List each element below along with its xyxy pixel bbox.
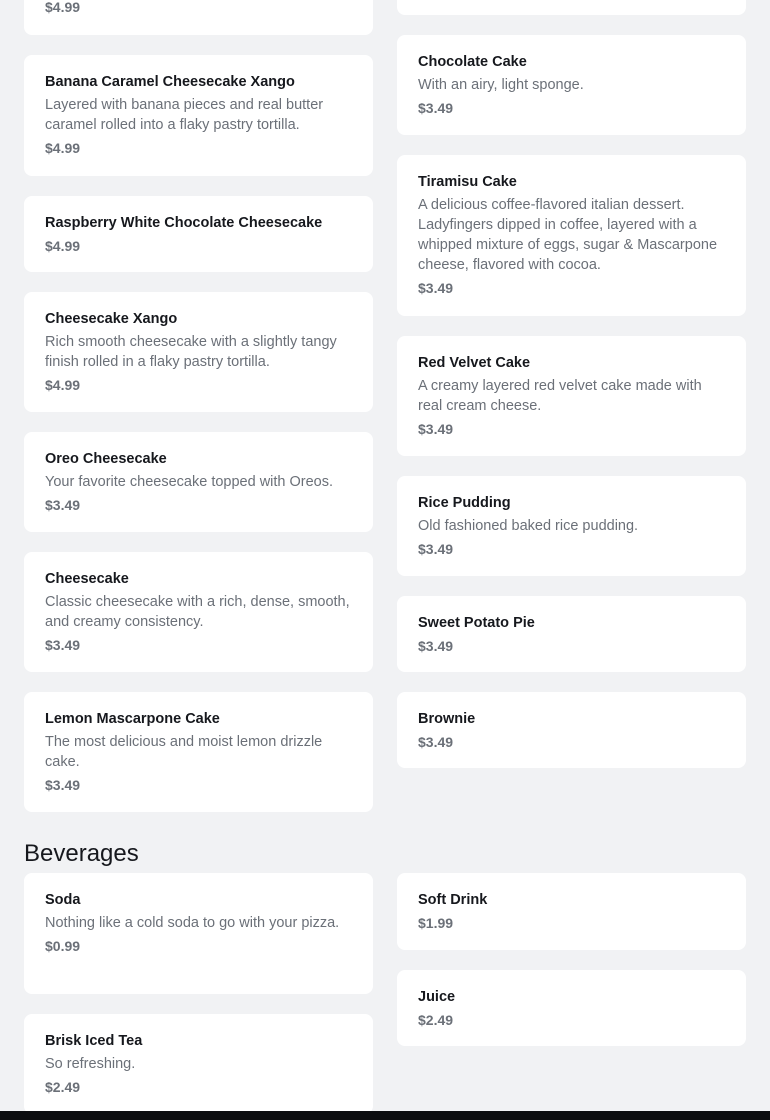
item-price: $3.49 xyxy=(418,100,454,116)
section-title-beverages: Beverages xyxy=(24,840,139,867)
item-price: $2.49 xyxy=(418,1012,454,1028)
item-name: Banana Caramel Cheesecake Xango xyxy=(45,74,295,90)
item-price: $3.49 xyxy=(418,280,454,296)
menu-item-chocolate-cake[interactable] xyxy=(397,35,746,135)
item-description: Classic cheesecake with a rich, dense, smooth, and creamy consistency. xyxy=(45,594,350,630)
item-name: Tiramisu Cake xyxy=(418,174,517,190)
menu-item-oreo-cheesecake[interactable] xyxy=(24,432,373,532)
item-price: $2.49 xyxy=(45,1079,81,1095)
item-description: A delicious coffee-flavored italian dessert. Ladyfingers dipped in coffee, layered with a whipped mixture of eggs, sugar & Mascarpone cheese, flavored with cocoa. xyxy=(418,197,718,273)
item-price: $3.49 xyxy=(418,734,454,750)
menu-item-soda[interactable] xyxy=(24,873,373,994)
item-description: Your favorite cheesecake topped with Oreos. xyxy=(45,474,334,490)
item-price: $3.49 xyxy=(418,638,454,654)
menu-item-sweet-potato-pie[interactable] xyxy=(397,596,746,672)
menu-item-card-partial[interactable] xyxy=(24,0,373,35)
menu-item-banana-caramel-cheesecake-xango[interactable] xyxy=(24,55,373,176)
item-name: Soft Drink xyxy=(418,892,488,908)
item-description: Old fashioned baked rice pudding. xyxy=(418,518,639,534)
item-name: Sweet Potato Pie xyxy=(418,615,535,631)
menu-item-lemon-mascarpone-cake[interactable] xyxy=(24,692,373,812)
item-name: Raspberry White Chocolate Cheesecake xyxy=(45,215,323,231)
item-description: So refreshing. xyxy=(45,1056,136,1072)
item-name: Lemon Mascarpone Cake xyxy=(45,711,220,727)
item-description: With an airy, light sponge. xyxy=(418,77,584,93)
item-name: Chocolate Cake xyxy=(418,54,527,70)
menu-item-brownie[interactable] xyxy=(397,692,746,768)
item-name: Brisk Iced Tea xyxy=(45,1033,143,1049)
menu-item-tiramisu-cake[interactable] xyxy=(397,155,746,316)
item-description: The most delicious and moist lemon drizzle cake. xyxy=(45,734,323,770)
item-name: Red Velvet Cake xyxy=(418,355,531,371)
item-name: Cheesecake Xango xyxy=(45,311,178,327)
item-price: $3.49 xyxy=(418,421,454,437)
item-name: Brownie xyxy=(418,711,476,727)
item-price: $3.49 xyxy=(45,777,81,793)
item-name: Rice Pudding xyxy=(418,495,511,511)
item-price: $0.99 xyxy=(45,938,81,954)
item-name: Juice xyxy=(418,989,456,1005)
menu-item-juice[interactable] xyxy=(397,970,746,1046)
item-price: $3.49 xyxy=(45,637,81,653)
bottom-bar xyxy=(0,1111,770,1120)
item-price: $4.99 xyxy=(45,377,81,393)
item-description: A creamy layered red velvet cake made with real cream cheese. xyxy=(418,378,702,414)
item-price: $4.99 xyxy=(45,238,81,254)
item-description: Nothing like a cold soda to go with your pizza. xyxy=(45,915,340,931)
item-price: $3.49 xyxy=(418,541,454,557)
menu-item-red-velvet-cake[interactable] xyxy=(397,336,746,456)
item-price: $1.99 xyxy=(418,915,454,931)
menu-item-brisk-iced-tea[interactable] xyxy=(24,1014,373,1114)
menu-item-raspberry-white-chocolate-cheesecake[interactable] xyxy=(24,196,373,272)
item-price: $3.49 xyxy=(45,497,81,513)
menu-item-cheesecake[interactable] xyxy=(24,552,373,672)
menu-item-cheesecake-xango[interactable] xyxy=(24,292,373,412)
menu-item-rice-pudding[interactable] xyxy=(397,476,746,576)
item-price: $4.99 xyxy=(45,0,81,15)
menu-item-soft-drink[interactable] xyxy=(397,873,746,950)
menu-item-card-partial[interactable] xyxy=(397,0,746,15)
item-name: Oreo Cheesecake xyxy=(45,451,167,467)
item-name: Soda xyxy=(45,892,81,908)
item-name: Cheesecake xyxy=(45,571,129,587)
item-description: Rich smooth cheesecake with a slightly tangy finish rolled in a flaky pastry tortilla. xyxy=(45,334,337,370)
item-price: $4.99 xyxy=(45,140,81,156)
item-description: Layered with banana pieces and real butter caramel rolled into a flaky pastry tortilla. xyxy=(45,97,324,133)
